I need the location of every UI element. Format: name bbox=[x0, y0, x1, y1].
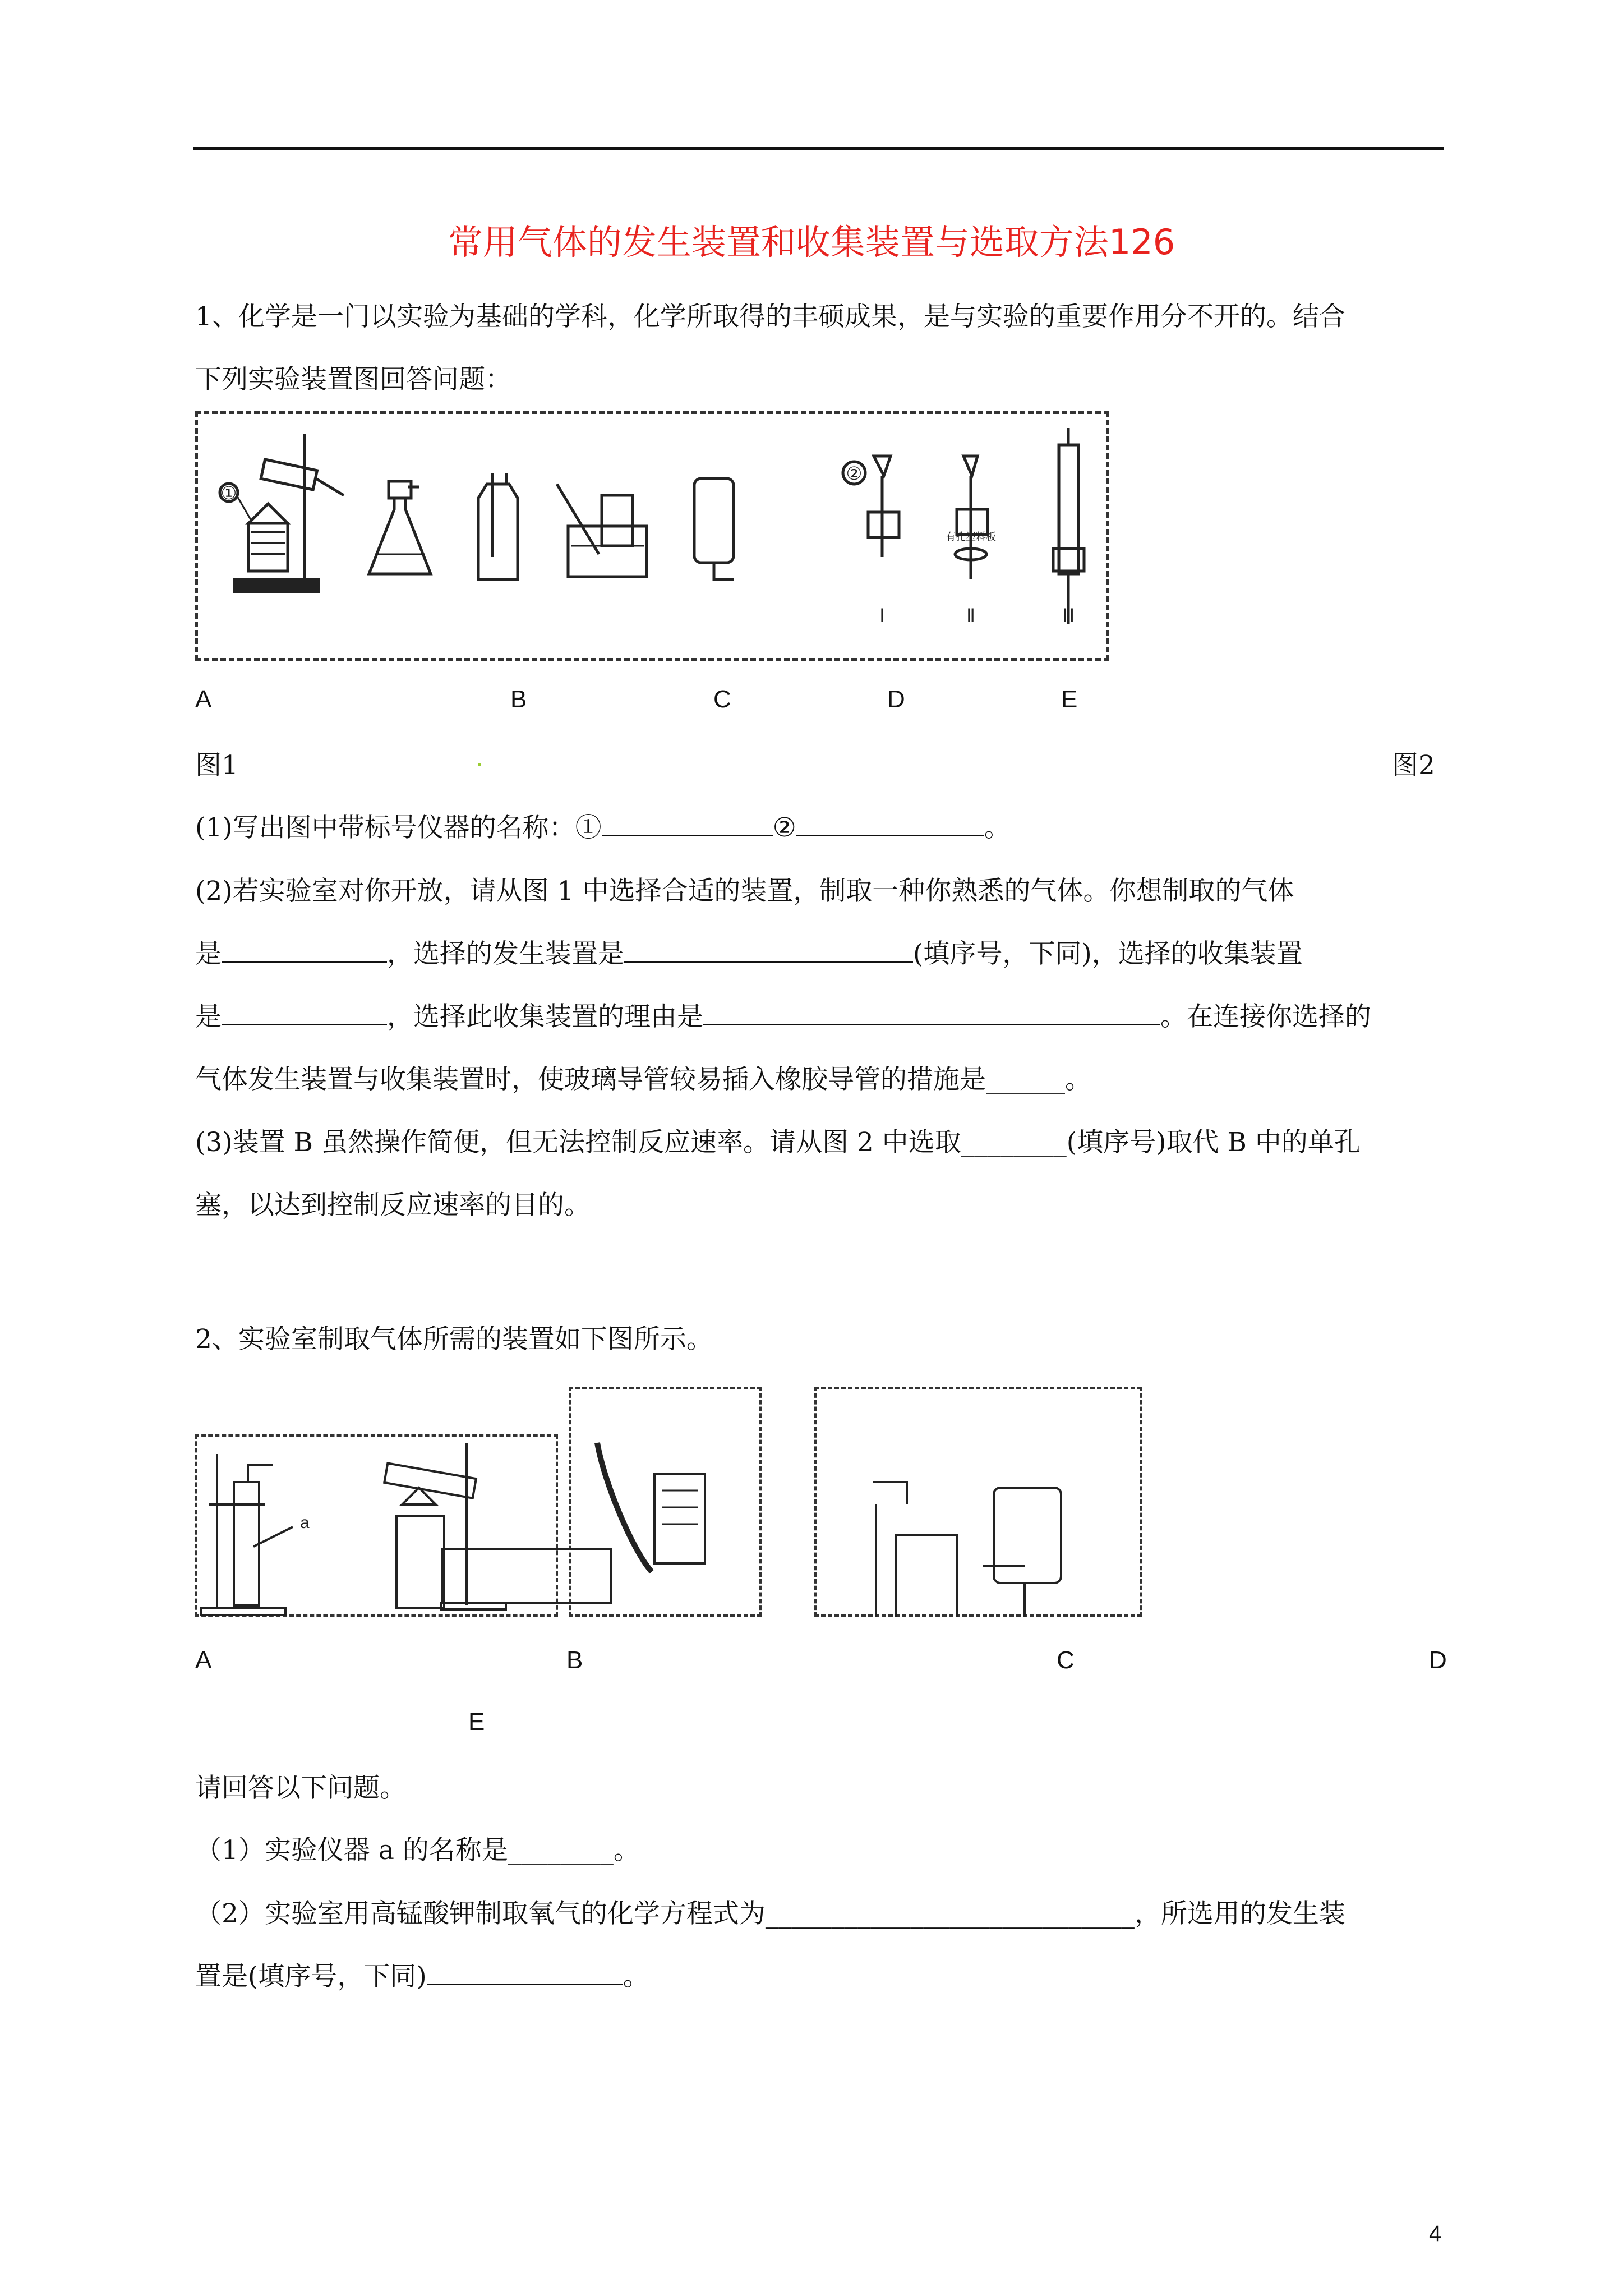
figure-1-apparatus bbox=[195, 411, 1109, 661]
figure-2-apparatus bbox=[195, 1387, 1142, 1617]
text-segment: （2）实验 bbox=[195, 1898, 317, 1929]
q1-intro-line1: 1、化学是一门以实验为基础的学科，化学所取得的丰硕成果，是与实验的重要作用分不开的。结合 bbox=[195, 301, 1345, 332]
page-title: 常用气体的发生装置和收集装置与选取方法126 bbox=[448, 222, 1175, 263]
q1-part1-prefix: (1)写出图中带标号仪器的名称：① bbox=[195, 812, 602, 843]
roman-1: Ⅰ bbox=[879, 605, 885, 625]
delivery-tube bbox=[557, 484, 599, 554]
q1-part3-line2: 塞，以达到控制反应速率的目的。 bbox=[195, 1190, 591, 1221]
answer-blank-gas[interactable] bbox=[222, 936, 387, 963]
bottle-e bbox=[994, 1488, 1061, 1583]
stand-base bbox=[234, 579, 319, 592]
answer-blank-device[interactable] bbox=[427, 1959, 623, 1985]
answer-blank-a-name[interactable]: ________ bbox=[508, 1835, 614, 1866]
text-segment: 气体发生装置与收集装置时，使玻璃导管较易插入橡胶导管的措施是 bbox=[195, 1064, 986, 1095]
label-a-text: a bbox=[300, 1513, 310, 1532]
bottle-d bbox=[896, 1535, 957, 1617]
q1-part2-line2 bbox=[195, 935, 1303, 974]
circle-2-text: ② bbox=[846, 463, 863, 484]
speck bbox=[478, 763, 481, 766]
q2-label-b: B bbox=[566, 1646, 583, 1674]
text-segment: 。 bbox=[623, 1961, 649, 1992]
fig1-caption: 图1 bbox=[195, 750, 238, 781]
perforated-plate-label: 有孔塑料板 bbox=[946, 531, 996, 542]
q1-intro-line2: 下列实验装置图回答问题： bbox=[195, 364, 511, 395]
text-segment: 。 bbox=[613, 1835, 640, 1866]
q2-ask: 请回答以下问题。 bbox=[195, 1773, 406, 1803]
q1-label-d: D bbox=[887, 685, 905, 713]
syringe bbox=[1059, 445, 1078, 574]
test-tube bbox=[261, 459, 317, 490]
inverted-bottle bbox=[694, 478, 734, 563]
text-segment: 是 bbox=[195, 1001, 222, 1032]
text-segment: ( bbox=[248, 1961, 259, 1992]
water-trough bbox=[568, 526, 647, 577]
q1-label-b: B bbox=[510, 685, 527, 713]
q2-part1 bbox=[195, 1831, 640, 1870]
alcohol-lamp-b bbox=[396, 1516, 444, 1608]
gas-bottle bbox=[478, 484, 518, 579]
text-segment: 填序号，下同) bbox=[258, 1961, 427, 1992]
collecting-bottle bbox=[602, 495, 633, 546]
text-segment: 置是 bbox=[195, 1961, 248, 1992]
text-segment: （1）实验仪器 a 的名称是 bbox=[195, 1835, 508, 1866]
circle-1-text: ① bbox=[220, 483, 237, 503]
text-segment: ，所选用的发生装 bbox=[1134, 1898, 1345, 1929]
answer-blank-measure[interactable]: ______ bbox=[986, 1064, 1065, 1095]
q2-label-c: C bbox=[1057, 1646, 1075, 1674]
text-segment: (填序号，下同)，选择的收集装置 bbox=[913, 938, 1303, 969]
text-segment: 室用高锰酸钾制取氧气的化学方程式为 bbox=[317, 1898, 766, 1929]
q2-intro: 2、实验室制取气体所需的装置如下图所示。 bbox=[195, 1324, 713, 1355]
answer-blank-select[interactable]: ________ bbox=[961, 1127, 1067, 1158]
q2-label-e: E bbox=[468, 1708, 485, 1736]
answer-blank-2[interactable] bbox=[796, 810, 984, 836]
answer-blank-1[interactable] bbox=[602, 810, 773, 836]
q2-label-d: D bbox=[1429, 1646, 1447, 1674]
q1-label-e: E bbox=[1061, 685, 1078, 713]
q1-part1-end: 。 bbox=[984, 812, 1011, 843]
delivery-pipe bbox=[316, 478, 344, 495]
funnel-1 bbox=[874, 456, 891, 476]
flask-stopper bbox=[389, 481, 411, 498]
text-segment: (3)装置 B 虽然操作简便，但无法控制反应速率。请从图 2 中选取 bbox=[195, 1127, 961, 1158]
text-segment: ，选择此收集装置的理由是 bbox=[387, 1001, 703, 1032]
q2-label-a: A bbox=[195, 1646, 212, 1674]
answer-blank-generator[interactable] bbox=[624, 936, 913, 963]
page-number: 4 bbox=[1429, 2221, 1442, 2246]
tube-e bbox=[1025, 1583, 1050, 1617]
text-segment: 。在连接你选择的 bbox=[1160, 1001, 1371, 1032]
delivery-tube-c bbox=[597, 1443, 652, 1572]
gas-jar-c bbox=[654, 1474, 705, 1563]
funnel-2 bbox=[963, 456, 978, 476]
q1-part3-line1 bbox=[195, 1123, 1361, 1162]
header-rule bbox=[193, 147, 1444, 150]
horizontal-test-tube bbox=[384, 1463, 476, 1498]
text-segment: (填序号)取代 B 中的单孔 bbox=[1066, 1127, 1361, 1158]
answer-blank-equation[interactable]: ____________________________ bbox=[765, 1898, 1135, 1929]
q1-part2-line3 bbox=[195, 997, 1371, 1037]
tube-outlet bbox=[248, 1465, 273, 1482]
q1-part1-mid: ② bbox=[772, 812, 796, 843]
stand-base-a bbox=[201, 1608, 285, 1615]
roman-3: Ⅲ bbox=[1062, 605, 1075, 625]
q1-part1 bbox=[195, 808, 1011, 848]
q2-part2-line2 bbox=[195, 1957, 649, 1996]
q1-label-c: C bbox=[713, 685, 731, 713]
fig2-caption: 图2 bbox=[1392, 750, 1435, 781]
answer-blank-collector[interactable] bbox=[222, 999, 387, 1025]
lamp-top bbox=[248, 504, 288, 523]
conical-flask bbox=[369, 498, 431, 574]
answer-blank-reason[interactable] bbox=[703, 999, 1160, 1025]
text-segment: 是 bbox=[195, 938, 222, 969]
text-segment: 。 bbox=[1065, 1064, 1091, 1095]
text-segment: ，选择的发生装置是 bbox=[387, 938, 624, 969]
vertical-test-tube bbox=[234, 1482, 259, 1605]
q1-label-a: A bbox=[195, 685, 212, 713]
roman-2: Ⅱ bbox=[966, 605, 975, 625]
q1-part2-line1: (2)若实验室对你开放，请从图 1 中选择合适的装置，制取一种你熟悉的气体。你想制取的气体 bbox=[195, 876, 1294, 907]
alcohol-lamp bbox=[248, 523, 288, 571]
q2-part2-line1 bbox=[195, 1894, 1345, 1934]
q1-part2-line4 bbox=[195, 1060, 1091, 1099]
